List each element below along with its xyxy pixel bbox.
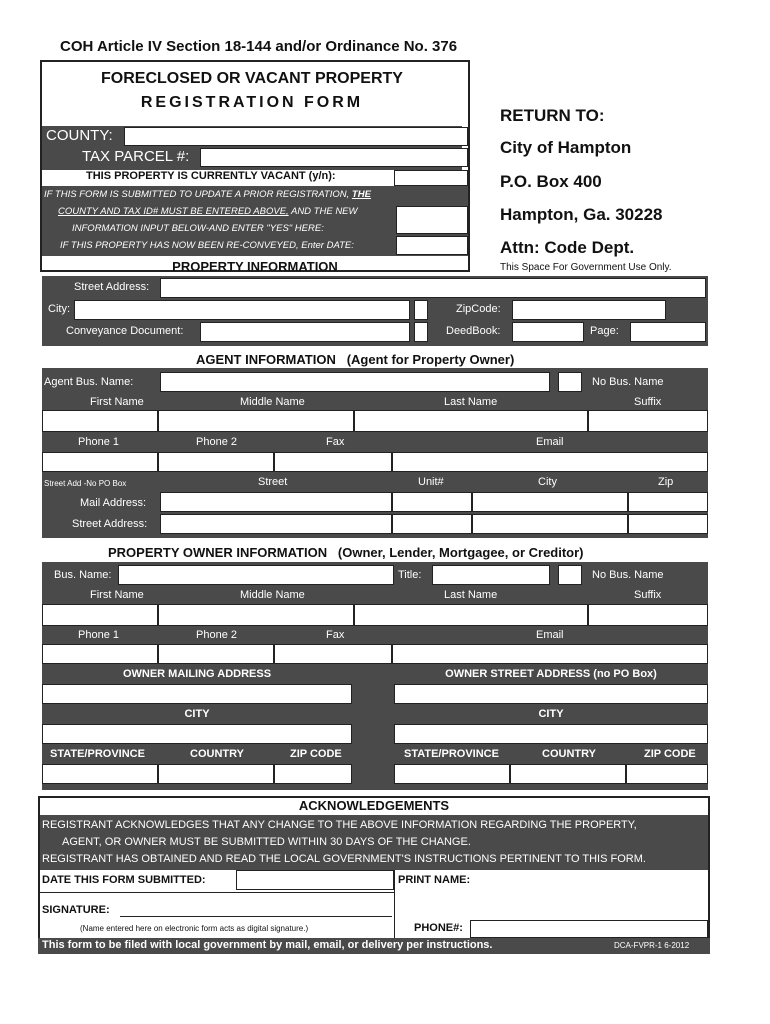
- property-city-input[interactable]: [74, 300, 410, 320]
- agent-middle-name-label: Middle Name: [240, 396, 305, 408]
- owner-street-address-input[interactable]: [394, 684, 708, 704]
- agent-first-name-label: First Name: [90, 396, 144, 408]
- agent-street-input[interactable]: [160, 514, 392, 534]
- conveyance-extra-box[interactable]: [414, 322, 428, 342]
- return-address-line3: Hampton, Ga. 30228: [500, 205, 663, 224]
- date-submitted-label: DATE THIS FORM SUBMITTED:: [42, 874, 206, 886]
- owner-mailing-city-label: CITY: [184, 708, 210, 720]
- footer-text: This form to be filed with local government by mail, email, or delivery per instructions.: [42, 939, 493, 951]
- owner-mailing-country-label: COUNTRY: [190, 748, 244, 760]
- update-note-line3: INFORMATION INPUT BELOW-AND ENTER "YES" HERE:: [72, 223, 324, 234]
- agent-suffix-input[interactable]: [588, 410, 708, 432]
- agent-street-address-label: Street Address:: [72, 518, 148, 530]
- owner-bus-name-label: Bus. Name:: [54, 569, 112, 581]
- agent-unit-label: Unit#: [418, 476, 444, 488]
- agent-street-city-input[interactable]: [472, 514, 628, 534]
- owner-title-label: Title:: [398, 569, 422, 581]
- owner-last-name-label: Last Name: [444, 589, 498, 601]
- agent-street-zip-input[interactable]: [628, 514, 708, 534]
- signature-line[interactable]: [120, 916, 392, 917]
- owner-info-header: PROPERTY OWNER INFORMATION (Owner, Lender, Mortgagee, or Creditor): [108, 545, 584, 560]
- owner-first-name-input[interactable]: [42, 604, 158, 626]
- return-address-line2: P.O. Box 400: [500, 172, 602, 191]
- agent-email-label: Email: [536, 436, 564, 448]
- agent-zip-label: Zip: [658, 476, 674, 488]
- owner-mailing-zip-input[interactable]: [274, 764, 352, 784]
- form-title-line1: FORECLOSED OR VACANT PROPERTY: [101, 70, 403, 87]
- agent-no-bus-name-checkbox[interactable]: [558, 372, 582, 392]
- ack-line1: REGISTRANT ACKNOWLEDGES THAT ANY CHANGE TO THE ABOVE INFORMATION REGARDING THE PROPERTY,: [42, 819, 637, 831]
- ack-row-rule: [40, 892, 394, 893]
- property-street-input[interactable]: [160, 278, 706, 298]
- owner-street-state-label: STATE/PROVINCE: [404, 748, 499, 760]
- date-submitted-input[interactable]: [236, 870, 394, 890]
- page-input[interactable]: [630, 322, 706, 342]
- owner-email-label: Email: [536, 629, 564, 641]
- update-note-line4: IF THIS PROPERTY HAS NOW BEEN RE-CONVEYED, Enter DATE:: [60, 240, 354, 251]
- agent-suffix-label: Suffix: [634, 396, 662, 408]
- owner-street-city-label: CITY: [538, 708, 564, 720]
- phone-input[interactable]: [470, 920, 708, 938]
- owner-mailing-state-input[interactable]: [42, 764, 158, 784]
- owner-mailing-country-input[interactable]: [158, 764, 274, 784]
- deedbook-input[interactable]: [512, 322, 584, 342]
- agent-info-header: AGENT INFORMATION (Agent for Property Owner): [196, 352, 515, 367]
- owner-street-city-input[interactable]: [394, 724, 708, 744]
- owner-mailing-state-label: STATE/PROVINCE: [50, 748, 145, 760]
- form-code: DCA-FVPR-1 6-2012: [614, 941, 690, 950]
- agent-city-label: City: [538, 476, 557, 488]
- agent-mail-street-input[interactable]: [160, 492, 392, 512]
- page-label: Page:: [590, 325, 619, 337]
- owner-phone2-label: Phone 2: [196, 629, 237, 641]
- owner-middle-name-label: Middle Name: [240, 589, 305, 601]
- reconveyed-date-input[interactable]: [396, 236, 468, 255]
- ack-header: ACKNOWLEDGEMENTS: [298, 798, 450, 813]
- agent-bus-name-input[interactable]: [160, 372, 550, 392]
- agent-first-name-input[interactable]: [42, 410, 158, 432]
- ack-divider: [394, 870, 395, 940]
- government-use-note: This Space For Government Use Only.: [500, 262, 672, 273]
- property-state-box[interactable]: [414, 300, 428, 320]
- agent-mail-address-label: Mail Address:: [80, 497, 147, 509]
- ack-line2: AGENT, OR OWNER MUST BE SUBMITTED WITHIN 30 DAYS OF THE CHANGE.: [62, 836, 471, 848]
- owner-street-zip-input[interactable]: [626, 764, 708, 784]
- owner-fax-label: Fax: [326, 629, 345, 641]
- owner-phone2-input[interactable]: [158, 644, 274, 664]
- owner-bus-name-input[interactable]: [118, 565, 394, 585]
- agent-phone1-label: Phone 1: [78, 436, 119, 448]
- owner-no-bus-name-label: No Bus. Name: [592, 569, 664, 581]
- update-note-line2: COUNTY AND TAX ID# MUST BE ENTERED ABOVE, AND THE NEW: [58, 206, 358, 217]
- owner-phone1-label: Phone 1: [78, 629, 119, 641]
- conveyance-label: Conveyance Document:: [66, 325, 184, 337]
- owner-street-address-label: OWNER STREET ADDRESS (no PO Box): [445, 668, 657, 680]
- owner-mailing-address-input[interactable]: [42, 684, 352, 704]
- owner-mailing-address-label: OWNER MAILING ADDRESS: [122, 668, 272, 680]
- phone-label: PHONE#:: [414, 922, 463, 934]
- owner-email-input[interactable]: [392, 644, 708, 664]
- agent-fax-input[interactable]: [274, 452, 392, 472]
- return-address-line4: Attn: Code Dept.: [500, 238, 635, 257]
- ordinance-reference: COH Article IV Section 18-144 and/or Ordinance No. 376: [60, 38, 458, 55]
- return-to-label: RETURN TO:: [500, 106, 605, 125]
- owner-title-input[interactable]: [432, 565, 550, 585]
- owner-last-name-input[interactable]: [354, 604, 588, 626]
- agent-fax-label: Fax: [326, 436, 345, 448]
- tax-parcel-input[interactable]: [200, 148, 468, 167]
- form-title-line2: REGISTRATION FORM: [140, 94, 364, 111]
- agent-mail-unit-input[interactable]: [392, 492, 472, 512]
- agent-phone2-label: Phone 2: [196, 436, 237, 448]
- update-note-line1: IF THIS FORM IS SUBMITTED TO UPDATE A PRIOR REGISTRATION, THE: [44, 189, 371, 200]
- agent-no-bus-name-label: No Bus. Name: [592, 376, 664, 388]
- owner-no-bus-name-checkbox[interactable]: [558, 565, 582, 585]
- owner-suffix-input[interactable]: [588, 604, 708, 626]
- owner-suffix-label: Suffix: [634, 589, 662, 601]
- zip-label: ZipCode:: [456, 303, 501, 315]
- agent-street-unit-input[interactable]: [392, 514, 472, 534]
- agent-street-note: Street Add -No PO Box: [44, 479, 127, 488]
- agent-middle-name-input[interactable]: [158, 410, 354, 432]
- tax-parcel-label: TAX PARCEL #:: [82, 148, 190, 165]
- owner-phone1-input[interactable]: [42, 644, 158, 664]
- ack-line3: REGISTRANT HAS OBTAINED AND READ THE LOCAL GOVERNMENT'S INSTRUCTIONS PERTINENT TO THIS FORM.: [42, 853, 646, 865]
- update-yes-input[interactable]: [396, 206, 468, 234]
- owner-mailing-city-input[interactable]: [42, 724, 352, 744]
- vacant-input[interactable]: [394, 170, 468, 186]
- property-zip-input[interactable]: [512, 300, 666, 320]
- owner-street-country-label: COUNTRY: [542, 748, 596, 760]
- county-input[interactable]: [124, 127, 468, 146]
- property-info-header: PROPERTY INFORMATION: [172, 259, 338, 274]
- agent-email-input[interactable]: [392, 452, 708, 472]
- owner-middle-name-input[interactable]: [158, 604, 354, 626]
- owner-street-zip-label: ZIP CODE: [644, 748, 696, 760]
- county-label: COUNTY:: [46, 127, 113, 144]
- city-label: City:: [48, 303, 70, 315]
- deedbook-label: DeedBook:: [446, 325, 501, 337]
- street-address-label: Street Address:: [74, 281, 150, 293]
- owner-street-state-input[interactable]: [394, 764, 510, 784]
- agent-street-label: Street: [258, 476, 288, 488]
- agent-last-name-input[interactable]: [354, 410, 588, 432]
- conveyance-input[interactable]: [200, 322, 410, 342]
- agent-bus-name-label: Agent Bus. Name:: [44, 376, 134, 388]
- owner-street-country-input[interactable]: [510, 764, 626, 784]
- agent-phone2-input[interactable]: [158, 452, 274, 472]
- signature-label: SIGNATURE:: [42, 904, 110, 916]
- agent-mail-zip-input[interactable]: [628, 492, 708, 512]
- owner-first-name-label: First Name: [90, 589, 144, 601]
- owner-mailing-zip-label: ZIP CODE: [290, 748, 342, 760]
- agent-last-name-label: Last Name: [444, 396, 498, 408]
- signature-note: (Name entered here on electronic form acts as digital signature.): [80, 924, 309, 933]
- agent-mail-city-input[interactable]: [472, 492, 628, 512]
- agent-phone1-input[interactable]: [42, 452, 158, 472]
- owner-fax-input[interactable]: [274, 644, 392, 664]
- vacant-label: THIS PROPERTY IS CURRENTLY VACANT (y/n):: [86, 170, 336, 182]
- return-address-line1: City of Hampton: [500, 138, 632, 157]
- print-name-label: PRINT NAME:: [398, 874, 471, 886]
